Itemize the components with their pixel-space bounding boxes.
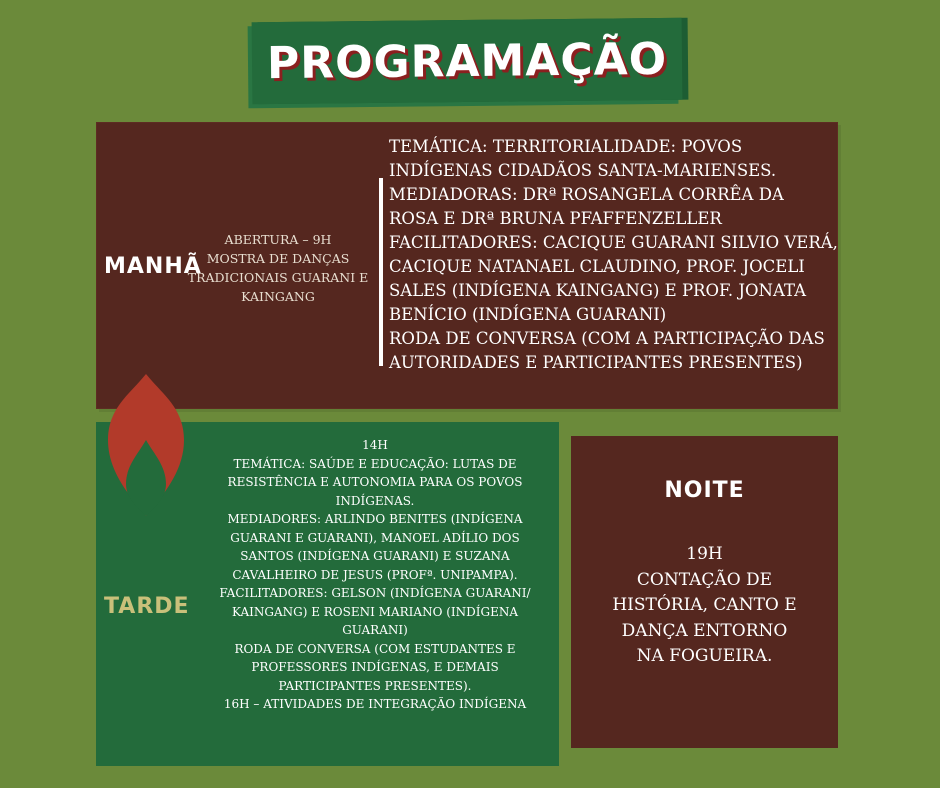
tarde-detail-line: 14H [362,438,388,452]
tarde-detail-line: 16H – ATIVIDADES DE INTEGRAÇÃO INDÍGENA [223,697,527,711]
manha-detail-line: AUTORIDADES E PARTICIPANTES PRESENTES) [389,353,803,372]
noite-detail-line: NA FOGUEIRA. [636,646,773,666]
manha-label: MANHÃ [104,254,202,279]
noite-detail-line: HISTÓRIA, CANTO E [612,595,797,615]
tarde-detail-line: TEMÁTICA: SAÚDE E EDUCAÇÃO: LUTAS DE [233,456,517,471]
manha-opening [180,230,376,306]
flame-icon [96,368,196,524]
tarde-detail-line: PROFESSORES INDÍGENAS, E DEMAIS [251,660,499,674]
manha-opening-line: KAINGANG [241,289,315,304]
manha-opening-line: MOSTRA DE DANÇAS [206,251,350,266]
tarde-detail-line: GUARANI) [342,623,408,637]
noite-detail-line: CONTAÇÃO DE [636,569,773,590]
tarde-detail-line: PARTICIPANTES PRESENTES). [278,678,472,693]
tarde-detail-line: KAINGANG) E ROSENI MARIANO (INDÍGENA [231,604,519,619]
tarde-detail-line: RODA DE CONVERSA (COM ESTUDANTES E [234,641,516,656]
manha-opening-line: TRADICIONAIS GUARANI E [187,270,369,285]
tarde-detail-line: RESISTÊNCIA E AUTONOMIA PARA OS POVOS [227,475,523,489]
noite-details [571,542,838,670]
tarde-detail-line: SANTOS (INDÍGENA GUARANI) E SUZANA [240,549,510,563]
noite-label: NOITE [664,478,745,503]
page-title: PROGRAMAÇÃO [266,33,668,89]
noite-detail-line: DANÇA ENTORNO [621,620,788,641]
tarde-detail-line: GUARANI E GUARANI), MANOEL ADÍLIO DOS [230,530,520,545]
title-banner [252,18,683,104]
tarde-label: TARDE [104,594,190,619]
manha-detail-line: SALES (INDÍGENA KAINGANG) E PROF. JONATA [389,281,806,300]
manha-divider [379,178,383,366]
noite-detail-line: 19H [686,544,723,564]
tarde-detail-line: CAVALHEIRO DE JESUS (PROFª. UNIPAMPA). [232,567,518,582]
tarde-detail-line: MEDIADORES: ARLINDO BENITES (INDÍGENA [227,512,523,526]
manha-detail-line: INDÍGENAS CIDADÃOS SANTA-MARIENSES. [389,161,777,180]
manha-detail-line: BENÍCIO (INDÍGENA GUARANI) [389,305,667,324]
manha-detail-line: RODA DE CONVERSA (COM A PARTICIPAÇÃO DAS [389,329,825,348]
manha-detail-line: TEMÁTICA: TERRITORIALIDADE: POVOS [389,137,743,156]
manha-opening-line: ABERTURA – 9H [224,232,332,247]
manha-detail-line: FACILITADORES: CACIQUE GUARANI SILVIO VERÁ, [389,233,838,252]
manha-details [389,135,838,375]
manha-detail-line: CACIQUE NATANAEL CLAUDINO, PROF. JOCELI [389,257,805,276]
tarde-details [206,436,544,714]
tarde-detail-line: FACILITADORES: GELSON (INDÍGENA GUARANI/ [219,586,531,600]
manha-detail-line: MEDIADORAS: DRª ROSANGELA CORRÊA DA [389,185,784,204]
tarde-detail-line: INDÍGENAS. [335,493,415,508]
manha-detail-line: ROSA E DRª BRUNA PFAFFENZELLER [389,209,722,228]
